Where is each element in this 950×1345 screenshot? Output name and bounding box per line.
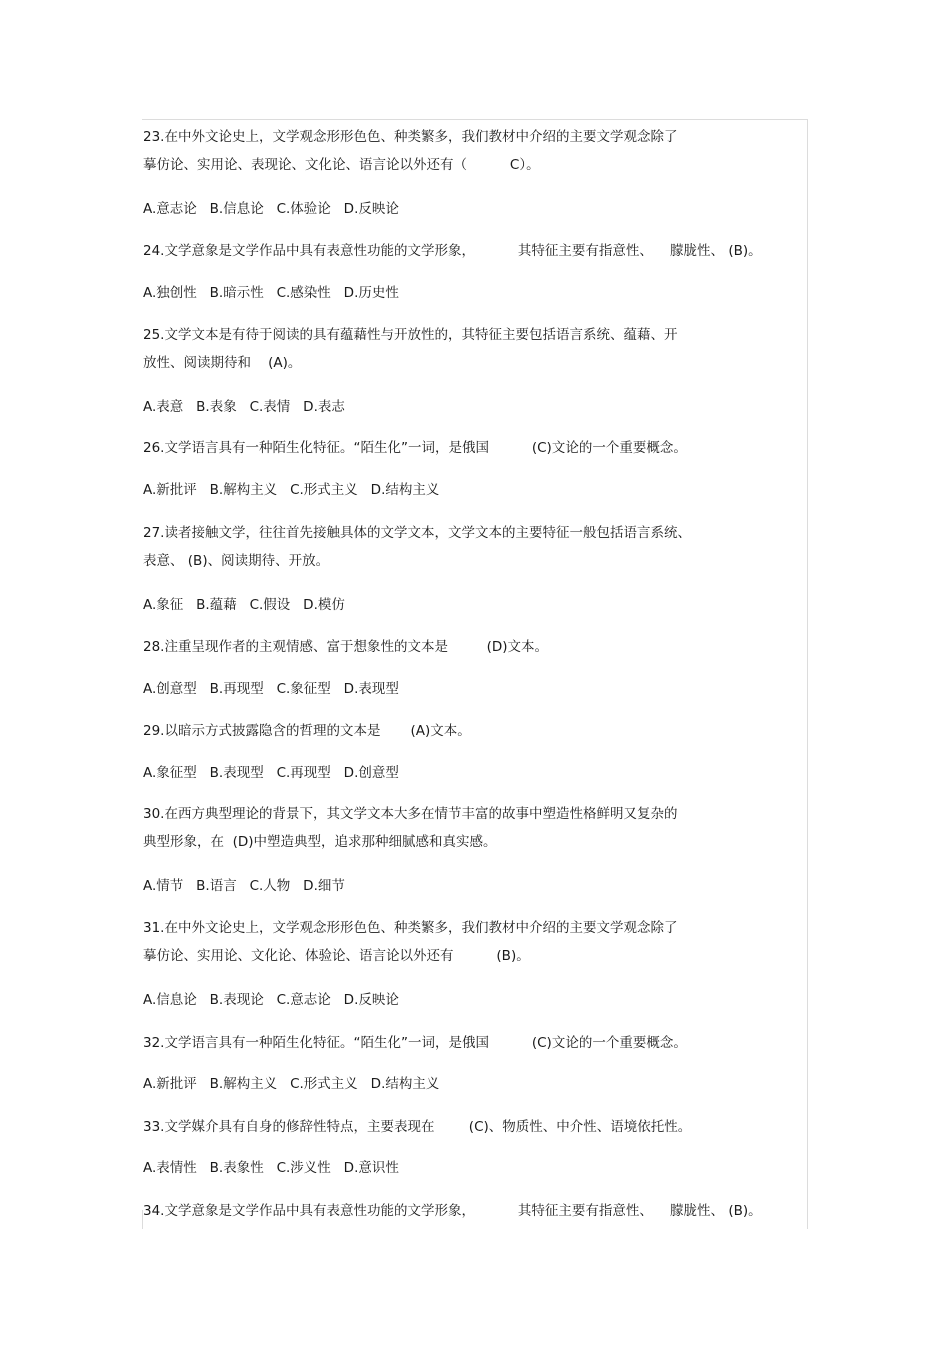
text-line: A.新批评 B.解构主义 C.形式主义 D.结构主义: [143, 1076, 440, 1092]
text-line: A.新批评 B.解构主义 C.形式主义 D.结构主义: [143, 482, 440, 498]
text-line: 27.读者接触文学，往往首先接触具体的文学文本，文学文本的主要特征一般包括语言系统、: [143, 525, 691, 541]
page-frame-top: [142, 119, 808, 120]
text-line: 26.文学语言具有一种陌生化特征。“陌生化”一词，是俄国 (C)文论的一个重要概念。: [143, 440, 687, 456]
text-line: 25.文学文本是有待于阅读的具有蕴藉性与开放性的，其特征主要包括语言系统、蕴藉、开: [143, 327, 678, 343]
text-line: 23.在中外文论史上，文学观念形形色色、种类繁多，我们教材中介绍的主要文学观念除了: [143, 129, 678, 145]
page-frame-right: [807, 119, 808, 1229]
text-line: 30.在西方典型理论的背景下，其文学文本大多在情节丰富的故事中塑造性格鲜明又复杂的: [143, 806, 678, 822]
text-line: 放性、阅读期待和 (A)。: [143, 355, 302, 371]
text-line: A.表情性 B.表象性 C.涉义性 D.意识性: [143, 1160, 399, 1176]
text-line: 摹仿论、实用论、表现论、文化论、语言论以外还有（ C）。: [143, 157, 540, 173]
text-line: A.情节 B.语言 C.人物 D.细节: [143, 878, 345, 894]
text-line: 表意、 (B)、阅读期待、开放。: [143, 553, 330, 569]
text-line: A.表意 B.表象 C.表情 D.表志: [143, 399, 345, 415]
text-line: A.独创性 B.暗示性 C.感染性 D.历史性: [143, 285, 399, 301]
text-line: 28.注重呈现作者的主观情感、富于想象性的文本是 (D)文本。: [143, 639, 549, 655]
text-line: 33.文学媒介具有自身的修辞性特点，主要表现在 (C)、物质性、中介性、语境依托性。: [143, 1119, 692, 1135]
text-line: A.创意型 B.再现型 C.象征型 D.表现型: [143, 681, 399, 697]
text-line: A.信息论 B.表现论 C.意志论 D.反映论: [143, 992, 399, 1008]
text-line: A.象征型 B.表现型 C.再现型 D.创意型: [143, 765, 399, 781]
text-line: 24.文学意象是文学作品中具有表意性功能的文学形象， 其特征主要有指意性、 朦胧性、 (B)。: [143, 243, 762, 259]
text-line: A.意志论 B.信息论 C.体验论 D.反映论: [143, 201, 399, 217]
text-line: A.象征 B.蕴藉 C.假设 D.模仿: [143, 597, 345, 613]
text-line: 32.文学语言具有一种陌生化特征。“陌生化”一词，是俄国 (C)文论的一个重要概念。: [143, 1035, 687, 1051]
text-line: 摹仿论、实用论、文化论、体验论、语言论以外还有 (B)。: [143, 948, 530, 964]
text-line: 34.文学意象是文学作品中具有表意性功能的文学形象， 其特征主要有指意性、 朦胧性、 (B)。: [143, 1203, 762, 1219]
text-line: 29.以暗示方式披露隐含的哲理的文本是 (A)文本。: [143, 723, 471, 739]
text-line: 典型形象，在 (D)中塑造典型，追求那种细腻感和真实感。: [143, 834, 497, 850]
text-line: 31.在中外文论史上，文学观念形形色色、种类繁多，我们教材中介绍的主要文学观念除了: [143, 920, 678, 936]
